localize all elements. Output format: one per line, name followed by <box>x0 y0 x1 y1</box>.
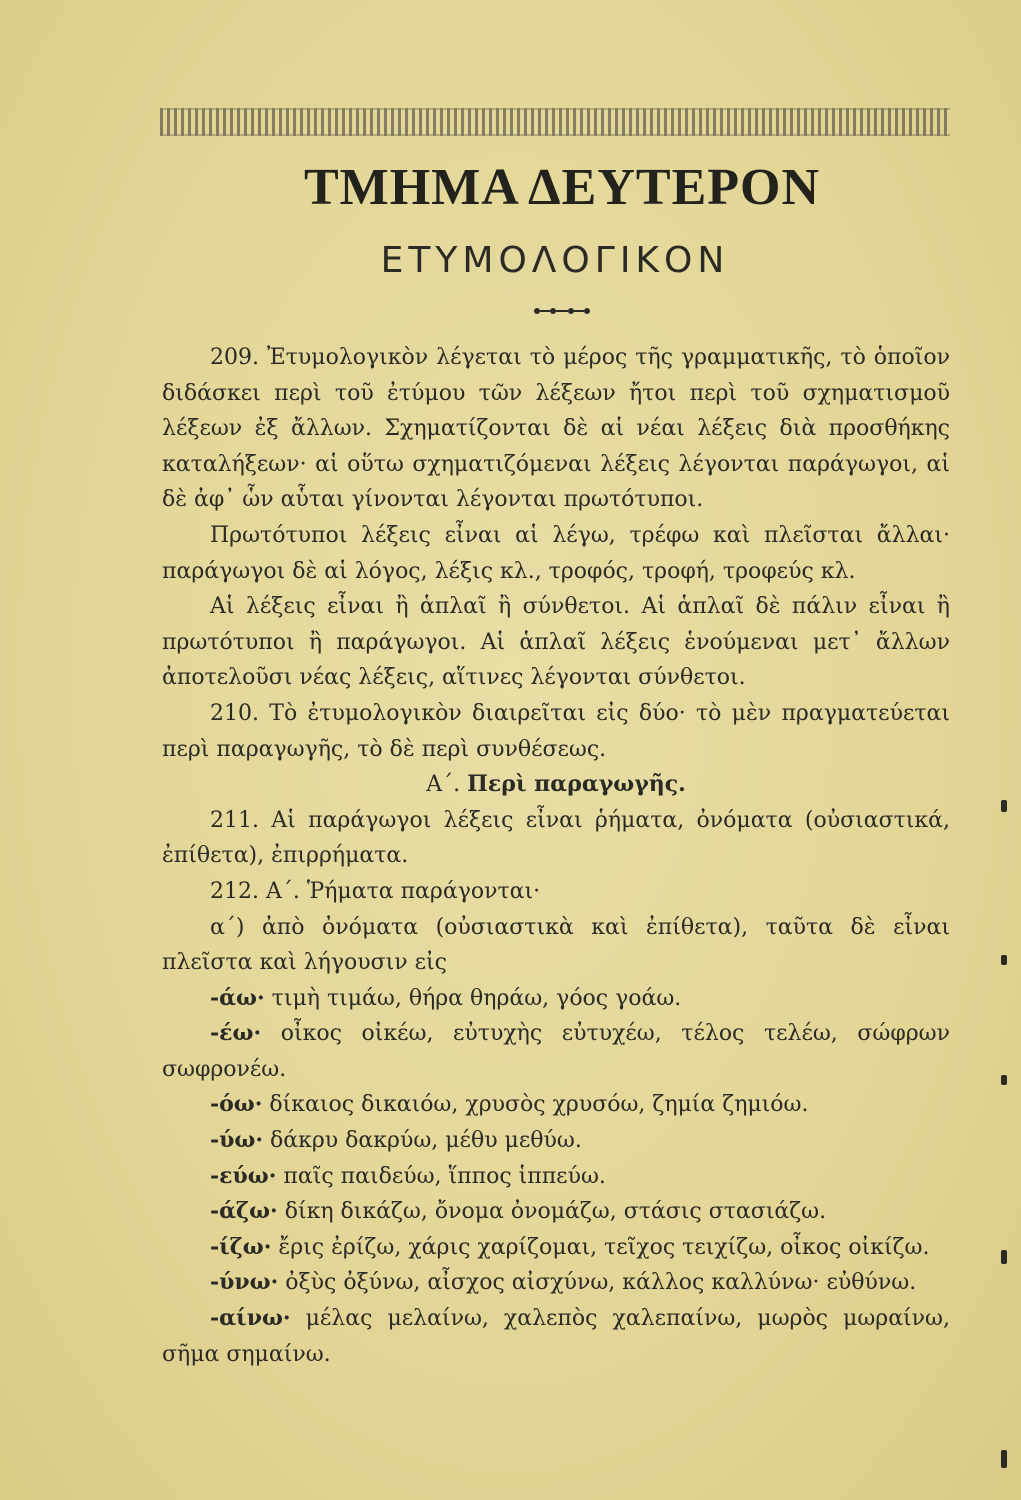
page-title: ΤΜΗΜΑ ΔΕΥΤΕΡΟΝ <box>303 159 821 216</box>
body-text <box>162 340 950 1372</box>
suffix-examples: οἶκος οἰκέω, εὐτυχὴς εὐτυχέω, τέλος τελέω, σώφρων σωφρονέω. <box>162 1021 950 1082</box>
paragraph-lexeis: Αἱ λέξεις εἶναι ἢ ἁπλαῖ ἢ σύνθετοι. Αἱ ἁπλαῖ δὲ πάλιν εἶναι ἢ πρωτότυποι ἢ παράγωγοι. Αἱ ἁπλαῖ λέξεις ἑνούμεναι μετ᾿ ἄλλων ἀποτελοῦσι νέας λέξεις, αἵτινες λέγονται σύνθετοι. <box>162 594 950 691</box>
suffix-label: -άζω· <box>210 1198 278 1225</box>
suffix-line <box>162 1123 950 1159</box>
suffix-examples: δάκρυ δακρύω, μέθυ μεθύω. <box>270 1128 582 1154</box>
suffix-line <box>162 1087 950 1123</box>
paragraph-protot: Πρωτότυποι λέξεις εἶναι αἱ λέγω, τρέφω καὶ πλεῖσται ἄλλαι· παράγωγοι δὲ αἱ λόγος, λέξις κλ., τροφός, τροφή, τροφεύς κλ. <box>162 522 950 584</box>
suffix-examples: ἔρις ἐρίζω, χάρις χαρίζομαι, τεῖχος τειχίζω, οἶκος οἰκίζω. <box>278 1234 930 1260</box>
section-title: Περὶ παραγωγῆς. <box>467 771 686 798</box>
suffix-line <box>162 1301 950 1372</box>
suffix-label: -αίνω· <box>210 1305 291 1332</box>
suffix-label: -εύω· <box>210 1162 277 1189</box>
edge-mark <box>1001 1075 1007 1085</box>
suffix-label: -όω· <box>210 1091 263 1118</box>
ornamental-divider <box>534 308 594 314</box>
edge-mark <box>1001 955 1007 965</box>
page-edge-marks <box>991 0 1021 1500</box>
suffix-examples: δίκαιος δικαιόω, χρυσὸς χρυσόω, ζημία ζημιόω. <box>269 1092 809 1118</box>
suffix-label: -ύω· <box>210 1127 264 1154</box>
paragraph-209: 209. Ἐτυμολογικὸν λέγεται τὸ μέρος τῆς γραμματικῆς, τὸ ὁποῖον διδάσκει περὶ τοῦ ἐτύμου τῶν λέξεων ἤτοι περὶ τοῦ σχηματισμοῦ λέξεων ἐξ ἄλλων. Σχηματίζονται δὲ αἱ νέαι λέξεις διὰ προσθήκης καταλήξεων· αἱ οὕτω σχηματιζόμεναι λέξεις λέγονται παράγωγοι, αἱ δὲ ἀφ᾿ ὧν αὗται γίνονται λέγονται πρωτότυποι. <box>162 345 950 513</box>
decorative-ornament-band <box>160 108 950 136</box>
page-subtitle: ΕΤΥΜΟΛΟΓΙΚΟΝ <box>380 240 730 281</box>
suffix-line <box>162 1194 950 1230</box>
suffix-line <box>162 1016 950 1087</box>
edge-mark <box>1001 1450 1007 1468</box>
section-prefix: Α΄. <box>426 772 461 798</box>
suffix-examples: τιμὴ τιμάω, θήρα θηράω, γόος γοάω. <box>271 985 682 1011</box>
suffix-label: -έω· <box>210 1020 262 1047</box>
paragraph-212a: α΄) ἀπὸ ὀνόματα (οὐσιαστικὰ καὶ ἐπίθετα), ταῦτα δὲ εἶναι πλεῖστα καὶ λήγουσιν εἰς <box>162 914 950 976</box>
suffix-label: -ίζω· <box>210 1233 272 1260</box>
section-heading <box>162 767 950 803</box>
suffix-line <box>162 1230 950 1266</box>
edge-mark <box>1001 1250 1007 1264</box>
suffix-line <box>162 981 950 1017</box>
paragraph-212: 212. Α΄. Ῥήματα παράγονται· <box>210 878 541 904</box>
edge-mark <box>1001 800 1007 812</box>
paragraph-211: 211. Αἱ παράγωγοι λέξεις εἶναι ῥήματα, ὀνόματα (οὐσιαστικά, ἐπίθετα), ἐπιρρήματα. <box>162 807 950 869</box>
paragraph-210: 210. Τὸ ἐτυμολογικὸν διαιρεῖται εἰς δύο· τὸ μὲν πραγματεύεται περὶ παραγωγῆς, τὸ δὲ περὶ συνθέσεως. <box>162 700 950 762</box>
suffix-examples: δίκη δικάζω, ὄνομα ὀνομάζω, στάσις στασιάζω. <box>284 1199 827 1225</box>
suffix-examples: μέλας μελαίνω, χαλεπὸς χαλεπαίνω, μωρὸς μωραίνω, σῆμα σημαίνω. <box>162 1306 950 1367</box>
suffix-label: -άω· <box>210 984 265 1011</box>
suffix-label: -ύνω· <box>210 1269 279 1296</box>
suffix-examples: παῖς παιδεύω, ἵππος ἱππεύω. <box>283 1163 606 1189</box>
suffix-examples: ὀξὺς ὀξύνω, αἶσχος αἰσχύνω, κάλλος καλλύνω· εὐθύνω. <box>285 1270 917 1296</box>
suffix-line <box>162 1265 950 1301</box>
suffix-line <box>162 1159 950 1195</box>
